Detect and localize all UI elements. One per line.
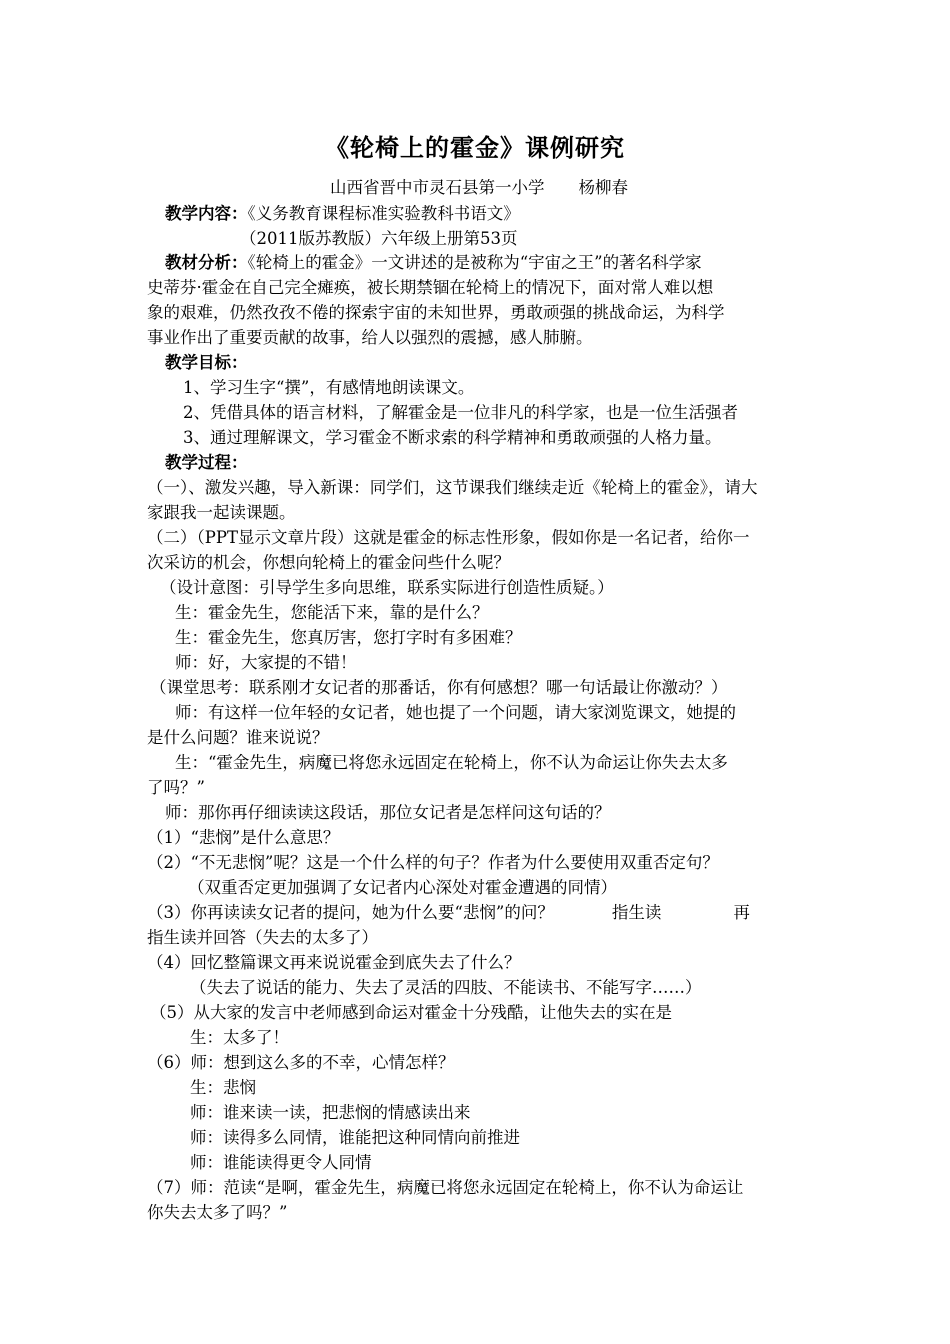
content-label: 教学内容： — [165, 204, 248, 223]
class-thinking: （课堂思考：联系刚才女记者的那番话，你有何感想？哪一句话最让你激动？） — [150, 678, 728, 697]
page-title: 《轮椅上的霍金》课例研究 — [325, 134, 625, 162]
process-p1-b: 家跟我一起读课题。 — [147, 503, 296, 522]
goal-item-2: 2、凭借具体的语言材料，了解霍金是一位非凡的科学家，也是一位生活强者 — [183, 403, 738, 422]
process-p2-a: （二）（PPT显示文章片段）这就是霍金的标志性形象，假如你是一名记者，给你一 — [147, 528, 750, 547]
process-label: 教学过程： — [165, 453, 248, 472]
question-3-text: （3）你再读读女记者的提问，她为什么要“悲悯”的问？ — [147, 903, 554, 922]
teacher-line-1: 师：好，大家提的不错！ — [175, 653, 357, 672]
goals-label: 教学目标： — [165, 353, 248, 372]
question-6-teacher-1: 师：谁来读一读，把悲悯的情感读出来 — [190, 1103, 471, 1122]
question-1: （1）“悲悯”是什么意思？ — [147, 828, 340, 847]
student-line-3a: 生：“霍金先生，病魔已将您永远固定在轮椅上，你不认为命运让你失去太多 — [175, 753, 728, 772]
content-text: 《义务教育课程标准实验教科书语文》 — [247, 204, 520, 223]
student-line-3b: 了吗？” — [147, 778, 205, 797]
question-3-b: 指生读并回答（失去的太多了） — [147, 928, 378, 947]
analysis-line-3: 象的艰难，仍然孜孜不倦的探索宇宙的未知世界，勇敢顽强的挑战命运，为科学 — [147, 303, 725, 322]
analysis-label: 教材分析： — [165, 253, 248, 272]
teacher-line-3: 师：那你再仔细读读这段话，那位女记者是怎样问这句话的？ — [165, 803, 611, 822]
question-6: （6）师：想到这么多的不幸，心情怎样？ — [147, 1053, 455, 1072]
question-6-student: 生：悲悯 — [190, 1078, 256, 1097]
process-p2-b: 次采访的机会，你想向轮椅上的霍金问些什么呢？ — [147, 553, 510, 572]
question-5: （5）从大家的发言中老师感到命运对霍金十分残酷，让他失去的实在是 — [150, 1003, 672, 1022]
question-4-note: （失去了说话的能力、失去了灵活的四肢、不能读书、不能写字……） — [190, 978, 702, 997]
design-intent: （设计意图：引导学生多向思维，联系实际进行创造性质疑。） — [160, 578, 614, 597]
student-line-1: 生：霍金先生，您能活下来，靠的是什么？ — [175, 603, 489, 622]
question-7-b: 你失去太多了吗？” — [147, 1203, 288, 1222]
goal-item-1: 1、学习生字“撰”，有感情地朗读课文。 — [183, 378, 475, 397]
question-4: （4）回忆整篇课文再来说说霍金到底失去了什么？ — [147, 953, 521, 972]
question-7-a: （7）师：范读“是啊，霍金先生，病魔已将您永远固定在轮椅上，你不认为命运让 — [147, 1178, 744, 1197]
teacher-line-2a: 师：有这样一位年轻的女记者，她也提了一个问题，请大家浏览课文，她提的 — [175, 703, 736, 722]
author-school: 山西省晋中市灵石县第一小学 — [330, 178, 545, 197]
content-edition: （2011版苏教版）六年级上册第53页 — [240, 229, 518, 248]
analysis-line-2: 史蒂芬·霍金在自己完全瘫痪，被长期禁锢在轮椅上的情况下，面对常人难以想 — [147, 278, 714, 297]
question-3-again: 再 — [733, 903, 750, 922]
teacher-line-2b: 是什么问题？谁来说说？ — [147, 728, 329, 747]
question-3-instruction: 指生读 — [611, 903, 662, 922]
question-6-teacher-3: 师：谁能读得更令人同情 — [190, 1153, 372, 1172]
question-6-teacher-2: 师：读得多么同情，谁能把这种同情向前推进 — [190, 1128, 520, 1147]
goal-item-3: 3、通过理解课文，学习霍金不断求索的科学精神和勇敢顽强的人格力量。 — [183, 428, 722, 447]
analysis-text-1: 《轮椅上的霍金》一文讲述的是被称为“宇宙之王”的著名科学家 — [247, 253, 702, 272]
process-p1-a: （一）、激发兴趣，导入新课：同学们，这节课我们继续走近《轮椅上的霍金》，请大 — [147, 478, 758, 497]
author-name: 杨柳春 — [578, 178, 628, 197]
question-2-note: （双重否定更加强调了女记者内心深处对霍金遭遇的同情） — [188, 878, 617, 897]
analysis-line-1 — [165, 251, 845, 275]
analysis-line-4: 事业作出了重要贡献的故事，给人以强烈的震撼，感人肺腑。 — [147, 328, 593, 347]
content-line — [165, 202, 845, 226]
question-5-answer: 生：太多了！ — [190, 1028, 289, 1047]
student-line-2: 生：霍金先生，您真厉害，您打字时有多困难？ — [175, 628, 522, 647]
question-3-a — [147, 901, 827, 925]
author-line — [330, 176, 950, 200]
question-2: （2）“不无悲悯”呢？这是一个什么样的句子？作者为什么要使用双重否定句？ — [147, 853, 719, 872]
